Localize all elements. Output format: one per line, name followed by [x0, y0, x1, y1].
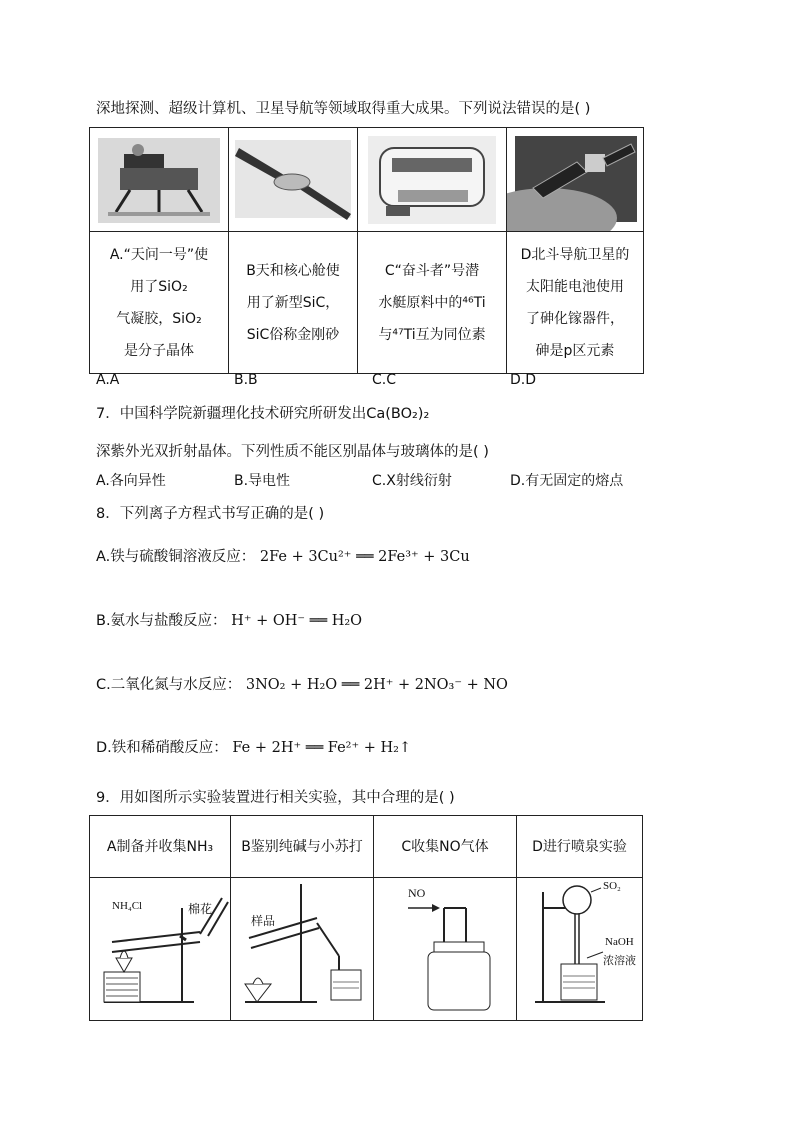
q8-option-b: [96, 609, 362, 630]
caption-b-line1: B天和核心舱使: [246, 262, 340, 279]
q6-image-cell-d: [507, 128, 644, 232]
q7-stem-line1: 7．中国科学院新疆理化技术研究所研发出Ca(BO₂)₂: [96, 406, 430, 422]
caption-d-line2: 太阳能电池使用: [526, 278, 624, 295]
q9-table: [89, 815, 643, 1021]
q8-d-label: D.铁和稀硝酸反应：: [96, 740, 228, 756]
no-label: NO: [408, 886, 426, 900]
q7-option-d: D.有无固定的熔点: [510, 473, 624, 489]
cotton-label: 棉花: [188, 902, 213, 916]
caption-d-line1: D北斗导航卫星的: [520, 246, 630, 263]
q7-option-a: A.各向异性: [96, 473, 166, 489]
q8-c-equation: 3NO₂ + H₂O ══ 2H⁺ + 2NO₃⁻ + NO: [245, 677, 508, 693]
q6-caption-c: [358, 232, 507, 374]
q8-c-label: C.二氧化氮与水反应：: [96, 677, 242, 693]
q6-table: [89, 127, 644, 374]
q6-image-cell-c: [358, 128, 507, 232]
q9-stem: 9．用如图所示实验装置进行相关实验，其中合理的是( ): [96, 790, 455, 806]
caption-b-line2: 用了新型SiC，: [246, 294, 340, 311]
caption-a-line4: 是分子晶体: [124, 342, 194, 359]
nh4cl-label: NH₄Cl: [112, 900, 143, 912]
q9-apparatus-d: [517, 878, 643, 1021]
q7-option-b: B.导电性: [234, 473, 291, 489]
lander-image: [90, 128, 228, 231]
q8-b-label: B.氨水与盐酸反应：: [96, 613, 227, 629]
so2-label: SO₂: [603, 880, 621, 892]
satellite-image: [507, 128, 643, 231]
caption-a-line1: A.“天问一号”使: [109, 246, 209, 263]
q9-apparatus-c: [374, 878, 517, 1021]
submarine-image: [358, 128, 506, 231]
naoh-concentrated-label: 浓溶液: [603, 954, 636, 967]
q6-option-b: B.B: [234, 372, 258, 388]
q9-header-a: A制备并收集NH₃: [90, 816, 231, 878]
q8-option-d: [96, 736, 411, 757]
q9-apparatus-a: [90, 878, 231, 1021]
q6-option-c: C.C: [372, 372, 397, 388]
space-station-image: [229, 128, 357, 231]
caption-d-line3: 了砷化镓器件，: [526, 310, 624, 327]
q8-option-a: [96, 545, 470, 566]
q9-header-b: B鉴别纯碱与小苏打: [231, 816, 374, 878]
q6-image-cell-a: [90, 128, 229, 232]
q8-a-equation: 2Fe + 3Cu²⁺ ══ 2Fe³⁺ + 3Cu: [259, 549, 470, 565]
naoh-label: NaOH: [605, 936, 634, 948]
sample-label: 样品: [251, 914, 276, 928]
q8-a-label: A.铁与硫酸铜溶液反应：: [96, 549, 256, 565]
fountain-apparatus-diagram: [517, 878, 642, 1020]
heating-apparatus-diagram: [231, 878, 373, 1020]
q8-option-c: [96, 673, 508, 694]
caption-c-line1: C“奋斗者”号潜: [384, 262, 480, 279]
q9-header-c: C收集NO气体: [374, 816, 517, 878]
q7-stem-line2: 深紫外光双折射晶体。下列性质不能区别晶体与玻璃体的是( ): [96, 444, 489, 460]
caption-b-line3: SiC俗称金刚砂: [246, 326, 340, 343]
q9-apparatus-b: [231, 878, 374, 1021]
q8-b-equation: H⁺ + OH⁻ ══ H₂O: [231, 613, 363, 629]
caption-c-line2: 水艇原料中的⁴⁶Ti: [378, 294, 486, 311]
q6-image-cell-b: [229, 128, 358, 232]
gas-collection-diagram: [374, 878, 516, 1020]
caption-c-line3: 与⁴⁷Ti互为同位素: [378, 326, 486, 343]
caption-d-line4: 砷是p区元素: [535, 342, 615, 359]
q6-caption-a: [90, 232, 229, 374]
q8-stem: 8．下列离子方程式书写正确的是( ): [96, 506, 325, 522]
q6-option-a: A.A: [96, 372, 120, 388]
q6-option-d: D.D: [510, 372, 537, 388]
q8-d-equation: Fe + 2H⁺ ══ Fe²⁺ + H₂↑: [232, 740, 412, 756]
q7-option-c: C.X射线衍射: [372, 473, 452, 489]
caption-a-line2: 用了SiO₂: [130, 278, 188, 295]
q6-caption-b: [229, 232, 358, 374]
q6-stem: 深地探测、超级计算机、卫星导航等领域取得重大成果。下列说法错误的是( ): [96, 101, 591, 117]
caption-a-line3: 气凝胶，SiO₂: [116, 310, 202, 327]
q9-header-d: D进行喷泉实验: [517, 816, 643, 878]
q6-caption-d: [507, 232, 644, 374]
